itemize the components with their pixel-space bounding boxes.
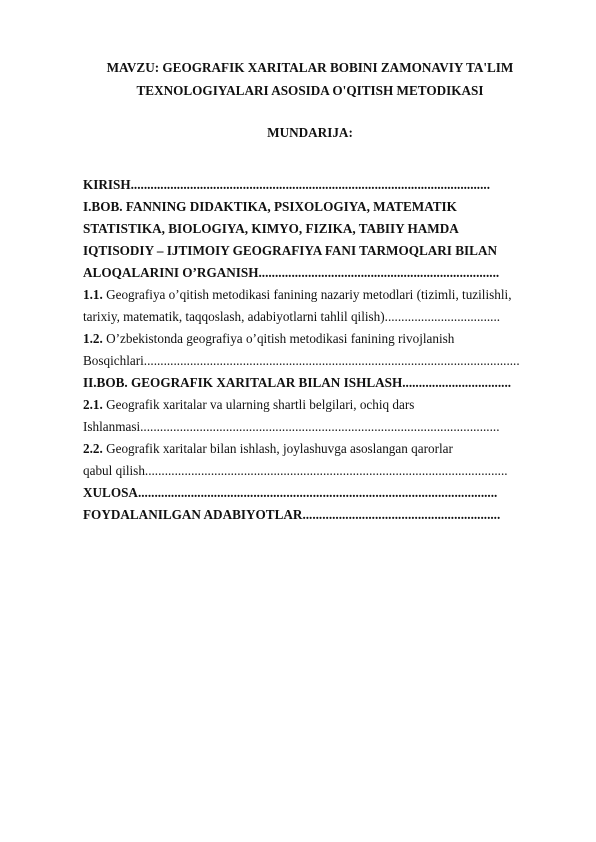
toc-section-2-2-number: 2.2. [83, 441, 103, 456]
toc-entry-chapter-2: II.BOB. GEOGRAFIK XARITALAR BILAN ISHLASH................................. [83, 375, 512, 390]
toc-entry-chapter-1-line-4: ALOQALARINI O’RGANISH......................................................................... [83, 265, 500, 280]
document-title-line-2: TEXNOLOGIYALARI ASOSIDA O'QITISH METODIKASI [136, 83, 484, 98]
toc-section-2-2-text: Geografik xaritalar bilan ishlash, joylashuvga asoslangan qarorlar [102, 441, 453, 456]
toc-entry-kirish: KIRISH............................................................................................................. [83, 177, 490, 192]
toc-entry-chapter-1-line-3: IQTISODIY – IJTIMOIY GEOGRAFIYA FANI TARMOQLARI BILAN [83, 243, 497, 258]
toc-entry-section-1-1-line-2: tarixiy, matematik, taqqoslash, adabiyotlarni tahlil qilish)................................... [83, 309, 501, 324]
toc-entry-references: FOYDALANILGAN ADABIYOTLAR............................................................ [83, 507, 501, 522]
toc-section-1-2-number: 1.2. [83, 331, 103, 346]
toc-section-1-1-text: Geografiya o’qitish metodikasi fanining nazariy metodlari (tizimli, tuzilishli, [102, 287, 512, 302]
toc-entry-section-1-2-line-2: Bosqichlari.................................................................................................................. [83, 353, 520, 368]
toc-entry-section-1-1-line-1 [83, 284, 553, 306]
toc-entry-chapter-1-line-1: I.BOB. FANNING DIDAKTIKA, PSIXOLOGIYA, MATEMATIK [83, 199, 457, 214]
toc-entry-section-2-2-line-2: qabul qilish.............................................................................................................. [83, 463, 508, 478]
toc-entry-section-1-2-line-1 [83, 328, 553, 350]
toc-entry-section-2-1-line-2: Ishlanmasi............................................................................................................. [83, 419, 500, 434]
document-title-line-1: MAVZU: GEOGRAFIK XARITALAR BOBINI ZAMONAVIY TA'LIM [106, 60, 514, 75]
toc-entry-chapter-1-line-2: STATISTIKA, BIOLOGIYA, KIMYO, FIZIKA, TABIIY HAMDA [83, 221, 459, 236]
toc-section-2-1-text: Geografik xaritalar va ularning shartli belgilari, ochiq dars [102, 397, 415, 412]
toc-section-1-1-number: 1.1. [83, 287, 103, 302]
contents-heading: MUNDARIJA: [267, 125, 353, 140]
toc-entry-section-2-1-line-1 [83, 394, 553, 416]
table-of-contents [83, 174, 553, 526]
toc-entry-section-2-2-line-1 [83, 438, 553, 460]
toc-section-2-1-number: 2.1. [83, 397, 103, 412]
toc-section-1-2-text: O’zbekistonda geografiya o’qitish metodikasi fanining rivojlanish [102, 331, 455, 346]
toc-entry-xulosa: XULOSA............................................................................................................. [83, 485, 498, 500]
